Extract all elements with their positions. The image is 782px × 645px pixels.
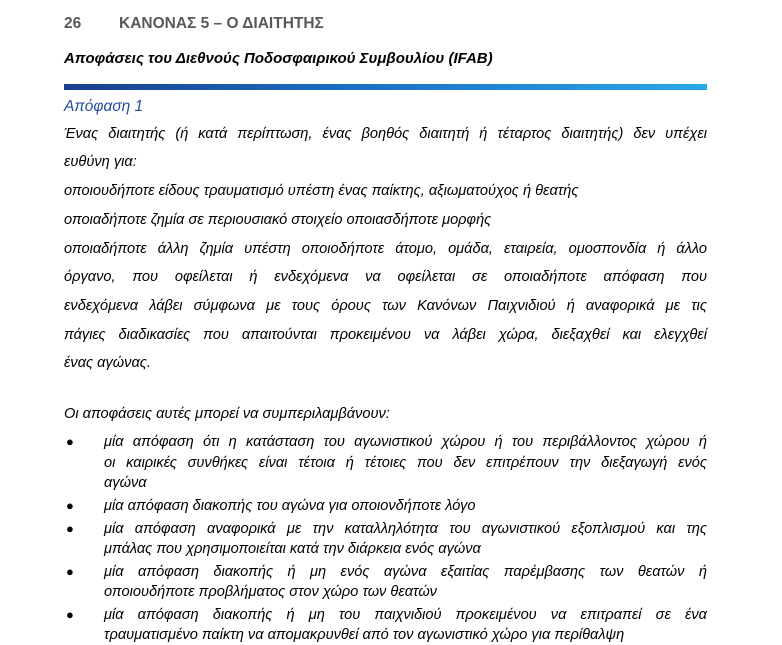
intro-line: όργανο, που οφείλεται ή ενδεχόμενα να οφείλεται σε οποιαδήποτε απόφαση που: [64, 269, 707, 285]
bullet-marker: ●: [66, 498, 74, 513]
chapter-title: ΚΑΝΟΝΑΣ 5 – Ο ΔΙΑΙΤΗΤΗΣ: [119, 15, 324, 32]
running-header: [64, 15, 324, 33]
includes-label: Οι αποφάσεις αυτές μπορεί να συμπεριλαμβάνουν:: [64, 406, 390, 422]
bullet-line: αγώνα: [104, 475, 147, 491]
bullet-line: μία απόφαση διακοπής ή μη του παιχνιδιού προκειμένου να επιτραπεί σε ένα: [104, 607, 707, 623]
intro-line: πάγιες διαδικασίες που απαιτούνται προκειμένου να λάβει χώρα, διεξαχθεί και ελεγχθεί: [64, 327, 707, 343]
intro-line: οποιαδήποτε άλλη ζημία υπέστη οποιοδήποτε άτομο, ομάδα, εταιρεία, ομοσπονδία ή άλλο: [64, 241, 707, 257]
intro-line: οποιαδήποτε ζημία σε περιουσιακό στοιχείο οποιασδήποτε μορφής: [64, 212, 492, 228]
title-divider-bar: [64, 84, 707, 90]
decision-heading: Απόφαση 1: [64, 98, 144, 115]
bullet-line: μία απόφαση διακοπής του αγώνα για οποιονδήποτε λόγο: [104, 498, 476, 514]
intro-line: οποιουδήποτε είδους τραυματισμό υπέστη ένας παίκτης, αξιωματούχος ή θεατής: [64, 183, 579, 199]
bullet-marker: ●: [66, 521, 74, 536]
bullet-line: μία απόφαση ότι η κατάσταση του αγωνιστικού χώρου ή του περιβάλλοντος χώρου ή: [104, 434, 707, 450]
bullet-marker: ●: [66, 607, 74, 622]
intro-line: ευθύνη για:: [64, 154, 137, 170]
bullet-line: μία απόφαση διακοπής ή μη ενός αγώνα εξαιτίας παρέμβασης των θεατών ή: [104, 564, 707, 580]
bullet-line: τραυματισμένο παίκτη να απομακρυνθεί από τον αγωνιστικό χώρο για περίθαλψη: [104, 627, 625, 643]
bullet-line: οι καιρικές συνθήκες είναι τέτοια ή τέτοιες που δεν επιτρέπουν την διεξαγωγή ενός: [104, 455, 707, 471]
section-title: Αποφάσεις του Διεθνούς Ποδοσφαιρικού Συμβουλίου (IFAB): [64, 50, 493, 67]
page-number: 26: [64, 15, 82, 32]
intro-line: Ένας διαιτητής (ή κατά περίπτωση, ένας βοηθός διαιτητή ή τέταρτος διαιτητής) δεν υπέχει: [64, 126, 707, 142]
bullet-line: οποιουδήποτε προβλήματος στον χώρο των θεατών: [104, 584, 437, 600]
bullet-line: μία απόφαση αναφορικά με την καταλληλότητα του αγωνιστικού εξοπλισμού και της: [104, 521, 707, 537]
bullet-marker: ●: [66, 434, 74, 449]
bullet-marker: ●: [66, 564, 74, 579]
intro-line: ένας αγώνας.: [64, 355, 151, 371]
bullet-line: μπάλας που χρησιμοποιείται κατά την διάρκεια ενός αγώνα: [104, 541, 481, 557]
intro-line: ενδεχόμενα λάβει σύμφωνα με τους όρους των Κανόνων Παιχνιδιού ή αναφορικά με τις: [64, 298, 707, 314]
